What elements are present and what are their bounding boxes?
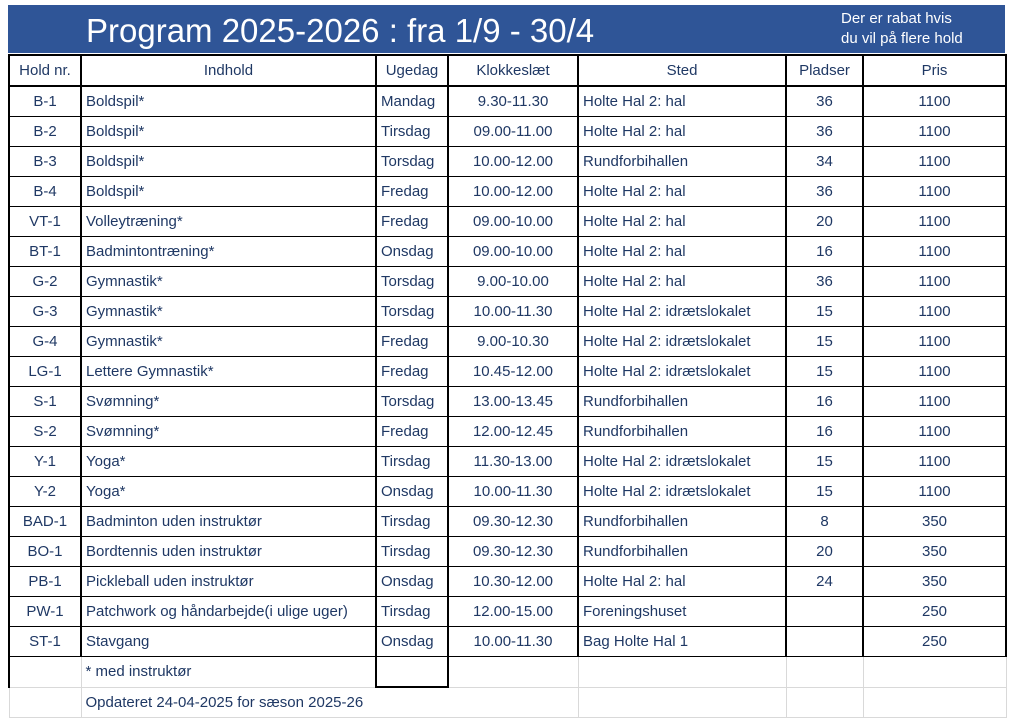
cell-indhold[interactable]: Lettere Gymnastik* [81,357,376,387]
cell-klokkeslaet[interactable]: 9.00-10.00 [448,267,578,297]
table-row [9,237,1006,267]
footer-empty-cell[interactable] [786,687,863,718]
footer-row-updated [9,687,1006,718]
col-header-hold[interactable]: Hold nr. [9,55,81,86]
cell-ugedag[interactable]: Onsdag [376,477,448,507]
cell-sted[interactable]: Holte Hal 2: hal [578,237,786,267]
footer-empty-cell[interactable] [376,657,448,688]
cell-klokkeslaet[interactable]: 11.30-13.00 [448,447,578,477]
cell-pris[interactable]: 1100 [863,207,1006,237]
cell-hold[interactable]: PW-1 [9,597,81,627]
cell-hold[interactable]: BT-1 [9,237,81,267]
cell-indhold[interactable]: Patchwork og håndarbejde(i ulige uger) [81,597,376,627]
cell-pris[interactable]: 1100 [863,177,1006,207]
cell-klokkeslaet[interactable]: 10.00-12.00 [448,177,578,207]
program-table [8,54,1007,718]
table-row [9,177,1006,207]
cell-sted[interactable]: Holte Hal 2: idrætslokalet [578,297,786,327]
cell-sted[interactable]: Rundforbihallen [578,507,786,537]
cell-pris[interactable]: 350 [863,537,1006,567]
table-row [9,147,1006,177]
footer-empty-cell[interactable] [786,657,863,688]
table-row [9,537,1006,567]
cell-indhold[interactable]: Svømning* [81,387,376,417]
cell-indhold[interactable]: Stavgang [81,627,376,657]
cell-hold[interactable]: G-4 [9,327,81,357]
col-header-sted[interactable]: Sted [578,55,786,86]
col-header-indhold[interactable]: Indhold [81,55,376,86]
cell-klokkeslaet[interactable]: 10.00-11.30 [448,627,578,657]
table-row [9,477,1006,507]
cell-hold[interactable]: S-2 [9,417,81,447]
cell-ugedag[interactable]: Tirsdag [376,537,448,567]
cell-sted[interactable]: Holte Hal 2: idrætslokalet [578,477,786,507]
table-row [9,327,1006,357]
cell-klokkeslaet[interactable]: 12.00-12.45 [448,417,578,447]
instructor-note[interactable]: * med instruktør [81,657,376,688]
cell-hold[interactable]: Y-1 [9,447,81,477]
cell-klokkeslaet[interactable]: 09.30-12.30 [448,507,578,537]
table-row [9,627,1006,657]
cell-klokkeslaet[interactable]: 10.00-12.00 [448,147,578,177]
discount-note [841,9,991,49]
table-row [9,267,1006,297]
cell-sted[interactable]: Holte Hal 2: hal [578,86,786,117]
cell-ugedag[interactable]: Tirsdag [376,507,448,537]
cell-sted[interactable]: Holte Hal 2: idrætslokalet [578,327,786,357]
cell-ugedag[interactable]: Mandag [376,86,448,117]
cell-ugedag[interactable]: Fredag [376,357,448,387]
cell-indhold[interactable]: Badminton uden instruktør [81,507,376,537]
cell-pladser[interactable]: 34 [786,147,863,177]
cell-ugedag[interactable]: Fredag [376,417,448,447]
cell-pladser[interactable]: 36 [786,117,863,147]
footer-empty-cell[interactable] [448,657,578,688]
cell-pladser[interactable]: 36 [786,267,863,297]
table-row [9,387,1006,417]
cell-indhold[interactable]: Gymnastik* [81,297,376,327]
header-row [9,55,1006,86]
cell-hold[interactable]: G-3 [9,297,81,327]
cell-hold[interactable]: B-4 [9,177,81,207]
table-row [9,86,1006,117]
discount-note-line1: Der er rabat hvis [841,10,952,27]
cell-klokkeslaet[interactable]: 10.30-12.00 [448,567,578,597]
cell-hold[interactable]: LG-1 [9,357,81,387]
cell-sted[interactable]: Rundforbihallen [578,147,786,177]
cell-indhold[interactable]: Yoga* [81,447,376,477]
cell-pladser[interactable]: 16 [786,237,863,267]
cell-ugedag[interactable]: Onsdag [376,627,448,657]
cell-sted[interactable]: Holte Hal 2: hal [578,117,786,147]
cell-ugedag[interactable]: Torsdag [376,267,448,297]
cell-hold[interactable]: B-1 [9,86,81,117]
cell-pladser[interactable]: 20 [786,207,863,237]
cell-hold[interactable]: Y-2 [9,477,81,507]
cell-pladser[interactable]: 15 [786,357,863,387]
cell-hold[interactable]: B-2 [9,117,81,147]
footer-empty-cell[interactable] [863,687,1006,718]
cell-klokkeslaet[interactable]: 09.00-11.00 [448,117,578,147]
table-row [9,597,1006,627]
cell-ugedag[interactable]: Torsdag [376,387,448,417]
footer-empty-cell[interactable] [578,687,786,718]
table-row [9,567,1006,597]
cell-indhold[interactable]: Volleytræning* [81,207,376,237]
cell-pladser[interactable]: 15 [786,447,863,477]
cell-pladser[interactable]: 15 [786,327,863,357]
table-row [9,447,1006,477]
cell-hold[interactable]: G-2 [9,267,81,297]
cell-pris[interactable]: 1100 [863,387,1006,417]
cell-ugedag[interactable]: Torsdag [376,297,448,327]
footer-empty-cell[interactable] [9,687,81,718]
cell-indhold[interactable]: Badmintontræning* [81,237,376,267]
cell-sted[interactable]: Holte Hal 2: hal [578,207,786,237]
cell-ugedag[interactable]: Onsdag [376,237,448,267]
cell-klokkeslaet[interactable]: 09.00-10.00 [448,207,578,237]
page-title: Program 2025-2026 : fra 1/9 - 30/4 [86,12,595,49]
cell-pris[interactable]: 250 [863,627,1006,657]
cell-indhold[interactable]: Pickleball uden instruktør [81,567,376,597]
cell-indhold[interactable]: Svømning* [81,417,376,447]
col-header-pladser[interactable]: Pladser [786,55,863,86]
cell-pris[interactable]: 1100 [863,117,1006,147]
cell-indhold[interactable]: Bordtennis uden instruktør [81,537,376,567]
cell-ugedag[interactable]: Fredag [376,327,448,357]
footer-empty-cell[interactable] [578,657,786,688]
cell-sted[interactable]: Foreningshuset [578,597,786,627]
cell-pris[interactable]: 1100 [863,237,1006,267]
footer-row-note [9,657,1006,688]
cell-sted[interactable]: Bag Holte Hal 1 [578,627,786,657]
table-row [9,297,1006,327]
cell-klokkeslaet[interactable]: 10.45-12.00 [448,357,578,387]
cell-ugedag[interactable]: Torsdag [376,147,448,177]
cell-hold[interactable]: BO-1 [9,537,81,567]
table-row [9,207,1006,237]
cell-klokkeslaet[interactable]: 10.00-11.30 [448,297,578,327]
cell-pris[interactable]: 1100 [863,86,1006,117]
cell-sted[interactable]: Rundforbihallen [578,417,786,447]
table-row [9,507,1006,537]
cell-indhold[interactable]: Gymnastik* [81,267,376,297]
cell-indhold[interactable]: Boldspil* [81,86,376,117]
cell-ugedag[interactable]: Fredag [376,207,448,237]
cell-hold[interactable]: B-3 [9,147,81,177]
cell-ugedag[interactable]: Tirsdag [376,597,448,627]
cell-pladser[interactable]: 36 [786,177,863,207]
cell-pris[interactable]: 350 [863,567,1006,597]
cell-hold[interactable]: BAD-1 [9,507,81,537]
cell-indhold[interactable]: Yoga* [81,477,376,507]
cell-pris[interactable]: 1100 [863,417,1006,447]
updated-note[interactable]: Opdateret 24-04-2025 for sæson 2025-26 [81,687,578,718]
cell-pladser[interactable] [786,597,863,627]
cell-pladser[interactable] [786,627,863,657]
cell-sted[interactable]: Holte Hal 2: hal [578,267,786,297]
cell-pris[interactable]: 1100 [863,327,1006,357]
cell-pris[interactable]: 1100 [863,447,1006,477]
cell-pris[interactable]: 1100 [863,297,1006,327]
cell-pris[interactable]: 1100 [863,147,1006,177]
cell-sted[interactable]: Rundforbihallen [578,537,786,567]
cell-klokkeslaet[interactable]: 13.00-13.45 [448,387,578,417]
cell-hold[interactable]: PB-1 [9,567,81,597]
cell-klokkeslaet[interactable]: 9.30-11.30 [448,86,578,117]
col-header-klokkeslaet[interactable]: Klokkeslæt [448,55,578,86]
cell-sted[interactable]: Holte Hal 2: hal [578,177,786,207]
cell-klokkeslaet[interactable]: 12.00-15.00 [448,597,578,627]
cell-pris[interactable]: 1100 [863,267,1006,297]
cell-indhold[interactable]: Boldspil* [81,147,376,177]
cell-pris[interactable]: 1100 [863,357,1006,387]
cell-ugedag[interactable]: Onsdag [376,567,448,597]
cell-hold[interactable]: S-1 [9,387,81,417]
table-row [9,117,1006,147]
cell-klokkeslaet[interactable]: 09.30-12.30 [448,537,578,567]
table-row [9,357,1006,387]
cell-sted[interactable]: Holte Hal 2: idrætslokalet [578,447,786,477]
cell-pris[interactable]: 250 [863,597,1006,627]
cell-hold[interactable]: ST-1 [9,627,81,657]
cell-pris[interactable]: 350 [863,507,1006,537]
discount-note-line2: du vil på flere hold [841,30,963,47]
cell-klokkeslaet[interactable]: 09.00-10.00 [448,237,578,267]
program-header [8,5,1005,53]
cell-klokkeslaet[interactable]: 9.00-10.30 [448,327,578,357]
cell-hold[interactable]: VT-1 [9,207,81,237]
cell-ugedag[interactable]: Fredag [376,177,448,207]
cell-pladser[interactable]: 36 [786,86,863,117]
footer-empty-cell[interactable] [9,657,81,688]
cell-sted[interactable]: Rundforbihallen [578,387,786,417]
cell-ugedag[interactable]: Tirsdag [376,117,448,147]
cell-pladser[interactable]: 15 [786,477,863,507]
cell-ugedag[interactable]: Tirsdag [376,447,448,477]
cell-sted[interactable]: Holte Hal 2: hal [578,567,786,597]
cell-indhold[interactable]: Boldspil* [81,117,376,147]
cell-sted[interactable]: Holte Hal 2: idrætslokalet [578,357,786,387]
cell-indhold[interactable]: Gymnastik* [81,327,376,357]
cell-indhold[interactable]: Boldspil* [81,177,376,207]
col-header-pris[interactable]: Pris [863,55,1006,86]
col-header-ugedag[interactable]: Ugedag [376,55,448,86]
cell-pladser[interactable]: 16 [786,417,863,447]
cell-pris[interactable]: 1100 [863,477,1006,507]
cell-pladser[interactable]: 8 [786,507,863,537]
table-row [9,417,1006,447]
footer-empty-cell[interactable] [863,657,1006,688]
cell-pladser[interactable]: 24 [786,567,863,597]
cell-pladser[interactable]: 16 [786,387,863,417]
cell-pladser[interactable]: 15 [786,297,863,327]
cell-pladser[interactable]: 20 [786,537,863,567]
cell-klokkeslaet[interactable]: 10.00-11.30 [448,477,578,507]
